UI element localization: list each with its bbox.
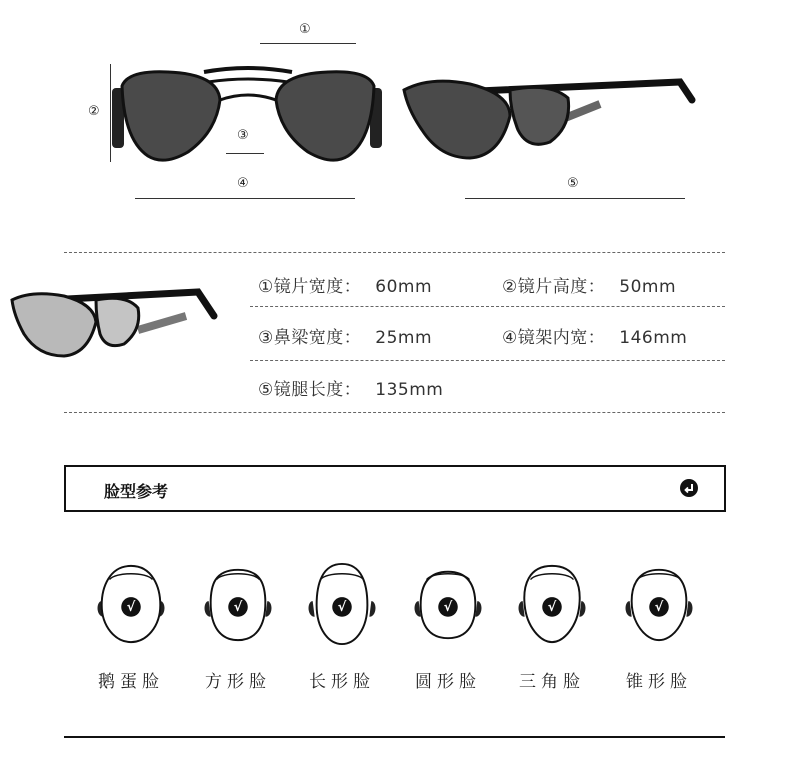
measure-line-3 [226,153,264,154]
face-reference-title: 脸型参考 [104,482,169,501]
measure-line-4 [135,198,355,199]
spec-value: 50mm [619,277,677,297]
spec-label: ②镜片高度： [502,277,606,297]
face-shape-item [516,562,588,646]
spec-frame-inner-width [502,323,687,348]
spec-lens-height [502,272,676,297]
bottom-divider [64,736,725,738]
measure-marker-5: ⑤ [567,176,579,191]
spec-divider-bottom [64,412,725,413]
face-shape-item [623,562,695,646]
spec-value: 60mm [375,277,433,297]
face-shape-item [412,562,484,646]
checkmark-icon: √ [654,600,664,615]
spec-divider-top [64,252,725,253]
spec-temple-length [258,375,443,400]
measure-line-5 [465,198,685,199]
spec-value: 135mm [375,380,444,400]
measure-line-2 [110,64,111,162]
checkmark-icon: √ [126,600,136,615]
spec-lens-width [258,272,432,297]
measure-marker-1: ① [299,22,311,37]
face-shape-label: 圆形脸 [415,672,481,692]
face-shape-label: 长形脸 [309,672,375,692]
spec-label: ④镜架内宽： [502,328,606,348]
checkmark-icon: √ [443,600,453,615]
face-shape-label: 鹅蛋脸 [98,672,164,692]
checkmark-icon: √ [337,600,347,615]
return-arrow-icon [680,479,698,497]
face-reference-header [64,465,726,512]
photochromic-glasses-image [8,286,228,368]
spec-divider-1 [250,306,725,307]
spec-value: 146mm [619,328,688,348]
spec-divider-2 [250,360,725,361]
side-view-glasses [400,70,700,170]
measure-line-1 [260,43,356,44]
spec-bridge-width [258,323,432,348]
measure-marker-2: ② [88,104,100,119]
spec-label: ③鼻梁宽度： [258,328,362,348]
face-shape-item [202,562,274,646]
measure-marker-4: ④ [237,176,249,191]
spec-label: ⑤镜腿长度： [258,380,362,400]
checkmark-icon: √ [233,600,243,615]
face-shape-label: 方形脸 [205,672,271,692]
measure-marker-3: ③ [237,128,249,143]
checkmark-icon: √ [547,600,557,615]
face-shape-item [95,562,167,646]
face-shape-item [306,562,378,646]
face-shape-label: 三角脸 [519,672,585,692]
spec-value: 25mm [375,328,433,348]
face-shape-label: 锥形脸 [626,672,692,692]
spec-label: ①镜片宽度： [258,277,362,297]
